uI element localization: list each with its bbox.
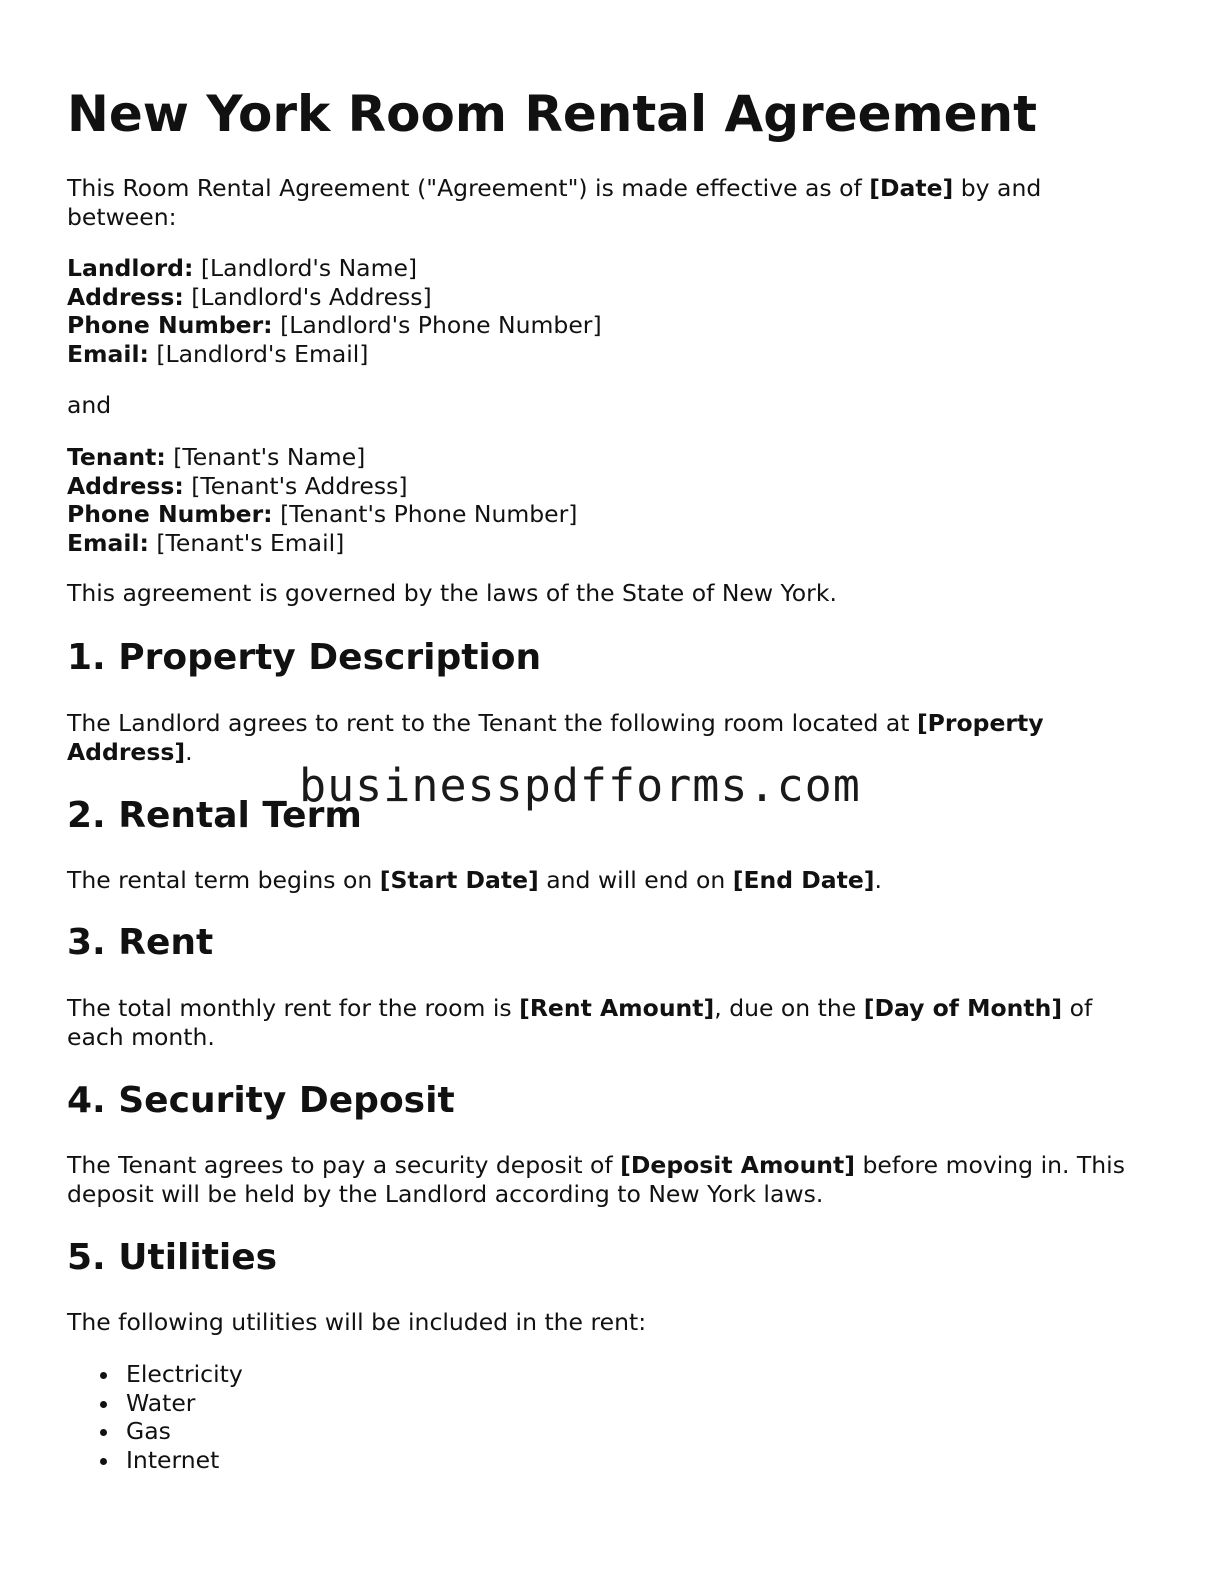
- tenant-address-label: Address:: [67, 471, 184, 500]
- rent-text-line2: each month.: [67, 1022, 215, 1051]
- rent-text-middle: , due on the: [714, 994, 864, 1022]
- property-text: The Landlord agrees to rent to the Tenant the following room located at: [67, 709, 917, 737]
- deposit-text-end: before moving in. This: [855, 1151, 1125, 1179]
- start-date-placeholder: [Start Date]: [379, 866, 539, 894]
- tenant-email-label: Email:: [67, 528, 149, 557]
- property-address-placeholder-line2: Address]: [67, 737, 186, 766]
- and-text: and: [67, 391, 112, 419]
- rent-text-end: of: [1062, 994, 1093, 1022]
- watermark: businesspdfforms.com: [299, 759, 861, 812]
- day-of-month-placeholder: [Day of Month]: [863, 994, 1063, 1022]
- intro-text-end: by and: [953, 174, 1042, 202]
- deposit-paragraph: [67, 1151, 1147, 1208]
- section-heading-term: 2. Rental Term: [67, 795, 362, 836]
- property-paragraph: [67, 709, 1147, 766]
- deposit-text: The Tenant agrees to pay a security deposit of: [67, 1151, 621, 1179]
- document-title: New York Room Rental Agreement: [67, 85, 1038, 143]
- rent-amount-placeholder: [Rent Amount]: [519, 994, 715, 1022]
- rent-text: The total monthly rent for the room is: [67, 994, 520, 1022]
- list-item: Gas: [67, 1417, 243, 1446]
- deposit-amount-placeholder: [Deposit Amount]: [620, 1151, 856, 1179]
- list-item: Water: [67, 1389, 243, 1418]
- utilities-list: [67, 1360, 243, 1474]
- term-text-middle: and will end on: [538, 866, 733, 894]
- effective-date: [Date]: [869, 174, 954, 202]
- tenant-name-value: [Tenant's Name]: [165, 443, 366, 471]
- utilities-intro: The following utilities will be included in the rent:: [67, 1308, 647, 1336]
- intro-paragraph: [67, 174, 1147, 231]
- landlord-email-value: [Landlord's Email]: [148, 339, 369, 368]
- list-item: Electricity: [67, 1360, 243, 1389]
- tenant-block: [67, 443, 1147, 557]
- tenant-name-label: Tenant:: [67, 443, 166, 471]
- list-item: Internet: [67, 1446, 243, 1475]
- term-text: The rental term begins on: [67, 866, 380, 894]
- section-heading-property: 1. Property Description: [67, 637, 542, 678]
- landlord-phone-label: Phone Number:: [67, 311, 273, 339]
- governing-law-text: This agreement is governed by the laws of the State of New York.: [67, 579, 837, 607]
- bullet-icon: [100, 1372, 107, 1379]
- property-text-end: .: [185, 737, 193, 766]
- section-heading-rent: 3. Rent: [67, 922, 214, 963]
- bullet-icon: [100, 1401, 107, 1408]
- tenant-email-value: [Tenant's Email]: [148, 528, 345, 557]
- section-heading-utilities: 5. Utilities: [67, 1237, 278, 1278]
- bullet-icon: [100, 1429, 107, 1436]
- intro-text: This Room Rental Agreement ("Agreement") is made effective as of: [67, 174, 870, 202]
- deposit-text-line2: deposit will be held by the Landlord according to New York laws.: [67, 1179, 824, 1208]
- bullet-icon: [100, 1458, 107, 1465]
- rent-paragraph: [67, 994, 1147, 1051]
- property-address-placeholder: [Property: [916, 709, 1044, 737]
- landlord-name-label: Landlord:: [67, 254, 194, 282]
- landlord-email-label: Email:: [67, 339, 149, 368]
- term-text-end: .: [874, 866, 883, 894]
- landlord-address-value: [Landlord's Address]: [183, 282, 432, 311]
- end-date-placeholder: [End Date]: [732, 866, 875, 894]
- landlord-phone-value: [Landlord's Phone Number]: [272, 311, 602, 339]
- intro-text-line2: between:: [67, 202, 177, 231]
- tenant-phone-label: Phone Number:: [67, 500, 273, 528]
- tenant-phone-value: [Tenant's Phone Number]: [272, 500, 578, 528]
- tenant-address-value: [Tenant's Address]: [183, 471, 408, 500]
- term-paragraph: [67, 866, 1147, 895]
- landlord-block: [67, 254, 1147, 368]
- landlord-address-label: Address:: [67, 282, 184, 311]
- landlord-name-value: [Landlord's Name]: [193, 254, 418, 282]
- section-heading-deposit: 4. Security Deposit: [67, 1080, 455, 1121]
